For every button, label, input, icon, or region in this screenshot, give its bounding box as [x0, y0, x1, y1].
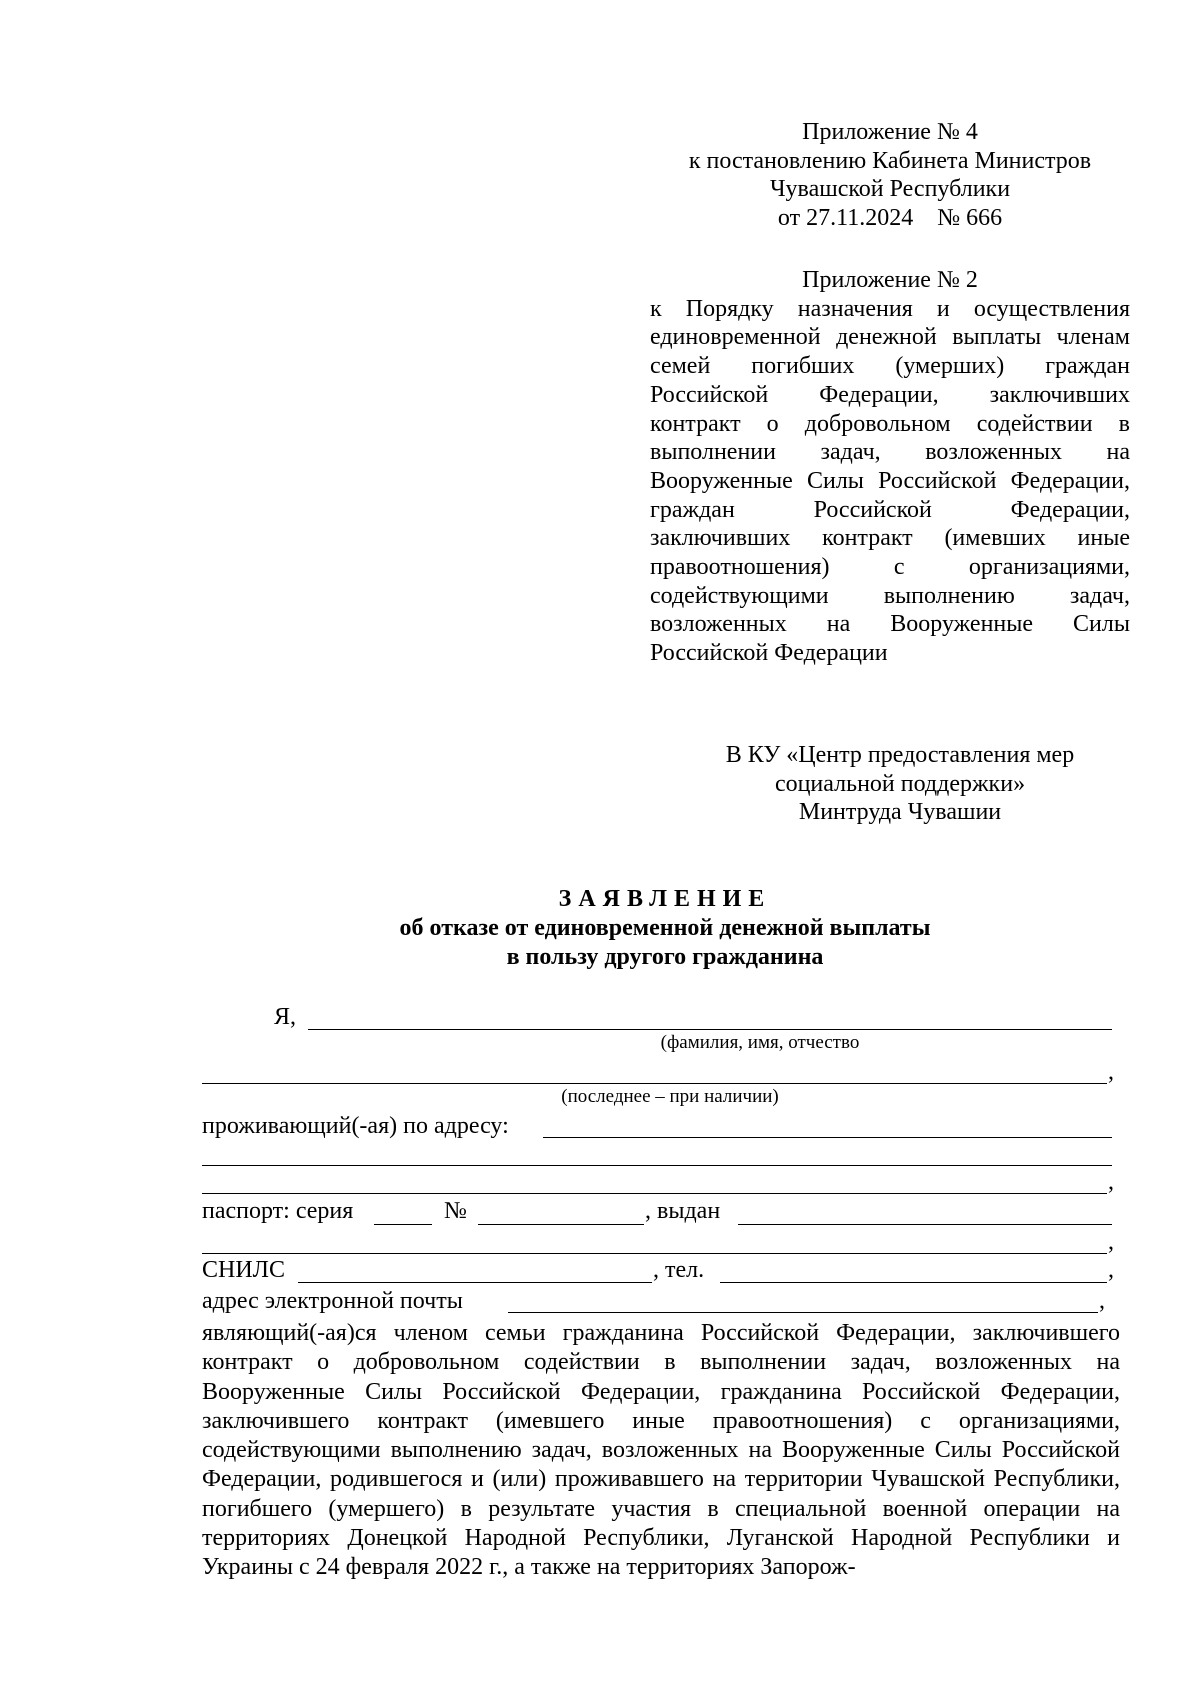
passport-number-label: № — [444, 1198, 467, 1224]
annex-2-body: к Порядку назначения и осуществления единовременной денежной выплаты членам семей погибших (умерших) граждан Российской Федерации, заключивших контракт о добровольном содействии в выполнении задач, возложенных на Вооруженные Силы Российской Федерации, граждан Российской Федерации, заключивших контракт (имевших иные правоотношения) с организациями, содействующими выполнению задач, возложенных на Вооруженные Силы Российской Федерации — [650, 295, 1130, 667]
passport-issued-field[interactable] — [738, 1224, 1112, 1225]
passport-number-field[interactable] — [478, 1224, 644, 1225]
phone-field[interactable] — [720, 1282, 1107, 1283]
annex-4-title: Приложение № 4 — [802, 119, 978, 145]
annex-4-header — [650, 118, 1130, 233]
snils-field[interactable] — [298, 1282, 652, 1283]
address-comma: , — [1108, 1169, 1114, 1195]
email-label: адрес электронной почты — [202, 1288, 463, 1314]
annex-4-line3: Чувашской Республики — [769, 176, 1011, 203]
passport-series-field[interactable] — [374, 1224, 432, 1225]
addressee-line3: Минтруда Чувашии — [798, 799, 1002, 826]
address-label: проживающий(-ая) по адресу: — [202, 1113, 509, 1139]
annex-4-line2: к постановлению Кабинета Министров — [688, 147, 1092, 174]
document-subtitle-1: об отказе от единовременной денежной выплаты — [399, 915, 931, 941]
ya-label: Я, — [274, 1004, 297, 1030]
addressee-line2: социальной поддержки» — [774, 770, 1026, 797]
phone-label: , тел. — [653, 1257, 705, 1283]
annex-2-header — [650, 266, 1130, 668]
addressee-line1: В КУ «Центр предоставления мер — [725, 742, 1075, 768]
document-subtitle-2: в пользу другого гражданина — [506, 944, 824, 970]
passport-comma: , — [1108, 1229, 1114, 1255]
document-heading — [200, 885, 1130, 972]
fio-comma: , — [1108, 1059, 1114, 1085]
passport-issued-label: , выдан — [645, 1198, 721, 1224]
snils-label: СНИЛС — [202, 1257, 285, 1283]
passport-series-label: паспорт: серия — [202, 1198, 354, 1224]
fio-hint-2: (последнее – при наличии) — [561, 1086, 779, 1107]
phone-comma: , — [1108, 1257, 1114, 1283]
address-field-line2[interactable] — [202, 1165, 1112, 1166]
fio-hint: (фамилия, имя, отчество — [660, 1032, 860, 1053]
address-field[interactable] — [543, 1137, 1112, 1138]
passport-issued-field-line2[interactable] — [202, 1253, 1107, 1254]
document-title: ЗАЯВЛЕНИЕ — [558, 886, 772, 912]
annex-4-date-number: от 27.11.2024 № 666 — [777, 205, 1003, 232]
addressee-block — [680, 741, 1120, 827]
statement-body-text: являющий(-ая)ся членом семьи гражданина Российской Федерации, заключившего контракт о добровольном содействии в выполнении задач, возложенных на Вооруженные Силы Российской Федерации, гражданина Российской Федерации, заключившего контракт (имевшего иные правоотношения) с организациями, содействующими выполнению задач, возложенных на Вооруженные Силы Российской Федерации, родившегося и (или) проживавшего на территории Чувашской Республики, погибшего (умершего) в результате участия в специальной военной операции на территориях Донецкой Народной Республики, Луганской Народной Республики и Украины с 24 февраля 2022 г., а также на территориях Запорож- — [202, 1320, 1120, 1581]
email-comma: , — [1099, 1288, 1105, 1314]
email-field[interactable] — [508, 1312, 1098, 1313]
fio-field-continued[interactable] — [202, 1083, 1107, 1084]
fio-field[interactable] — [308, 1029, 1112, 1030]
annex-2-title: Приложение № 2 — [802, 267, 978, 293]
address-field-line3[interactable] — [202, 1193, 1107, 1194]
